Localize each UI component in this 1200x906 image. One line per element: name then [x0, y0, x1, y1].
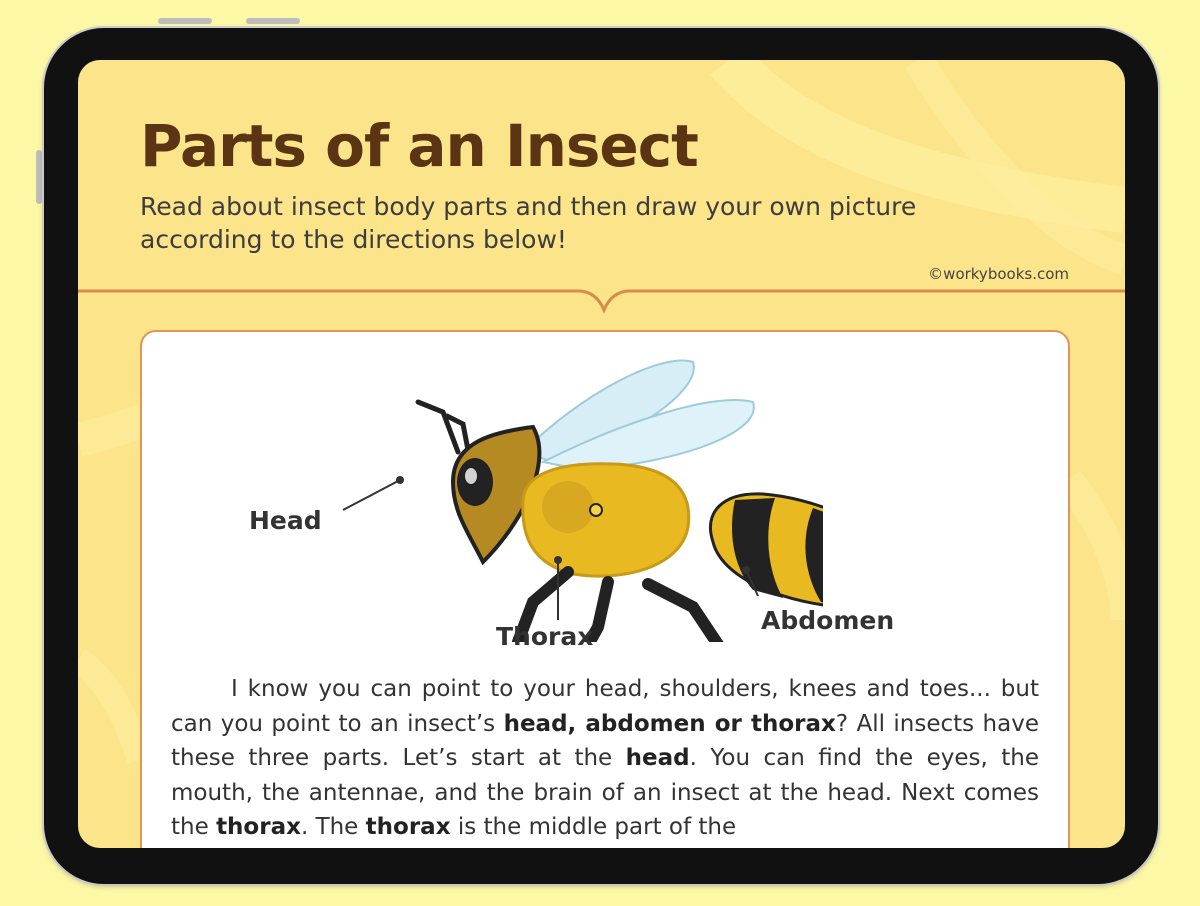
worksheet-subtitle: Read about insect body parts and then draw your own picture according to the directions below! [140, 192, 917, 254]
passage-text-5: is the middle part of the [450, 814, 737, 840]
label-head: Head [249, 506, 322, 535]
label-abdomen: Abdomen [761, 606, 895, 635]
passage-bold-4: thorax [365, 814, 451, 840]
passage-text-3: . You can find the eyes, the mouth, the antennae, and the brain of an insect at the head. Next comes the [171, 745, 1039, 840]
worksheet-title: Parts of an Insect [140, 112, 698, 180]
label-thorax: Thorax [496, 622, 594, 651]
worksheet-screen[interactable] [78, 60, 1125, 848]
volume-button-bottom [246, 18, 300, 24]
passage-text-4: . The [300, 814, 366, 840]
passage-text-1: I know you can point to your head, shoulders, knees and toes... but can you point to an insect’s [171, 676, 1039, 737]
power-button [36, 150, 42, 204]
volume-button-top [158, 18, 212, 24]
passage-text-2: ? All insects have these three parts. Let’s start at the [171, 710, 1039, 771]
passage-bold-1: head, abdomen or thorax [503, 710, 836, 737]
reading-passage [171, 672, 1039, 845]
copyright-notice: ©workybooks.com [928, 265, 1069, 283]
passage-bold-2: head [625, 745, 690, 771]
passage-bold-3: thorax [216, 814, 301, 840]
